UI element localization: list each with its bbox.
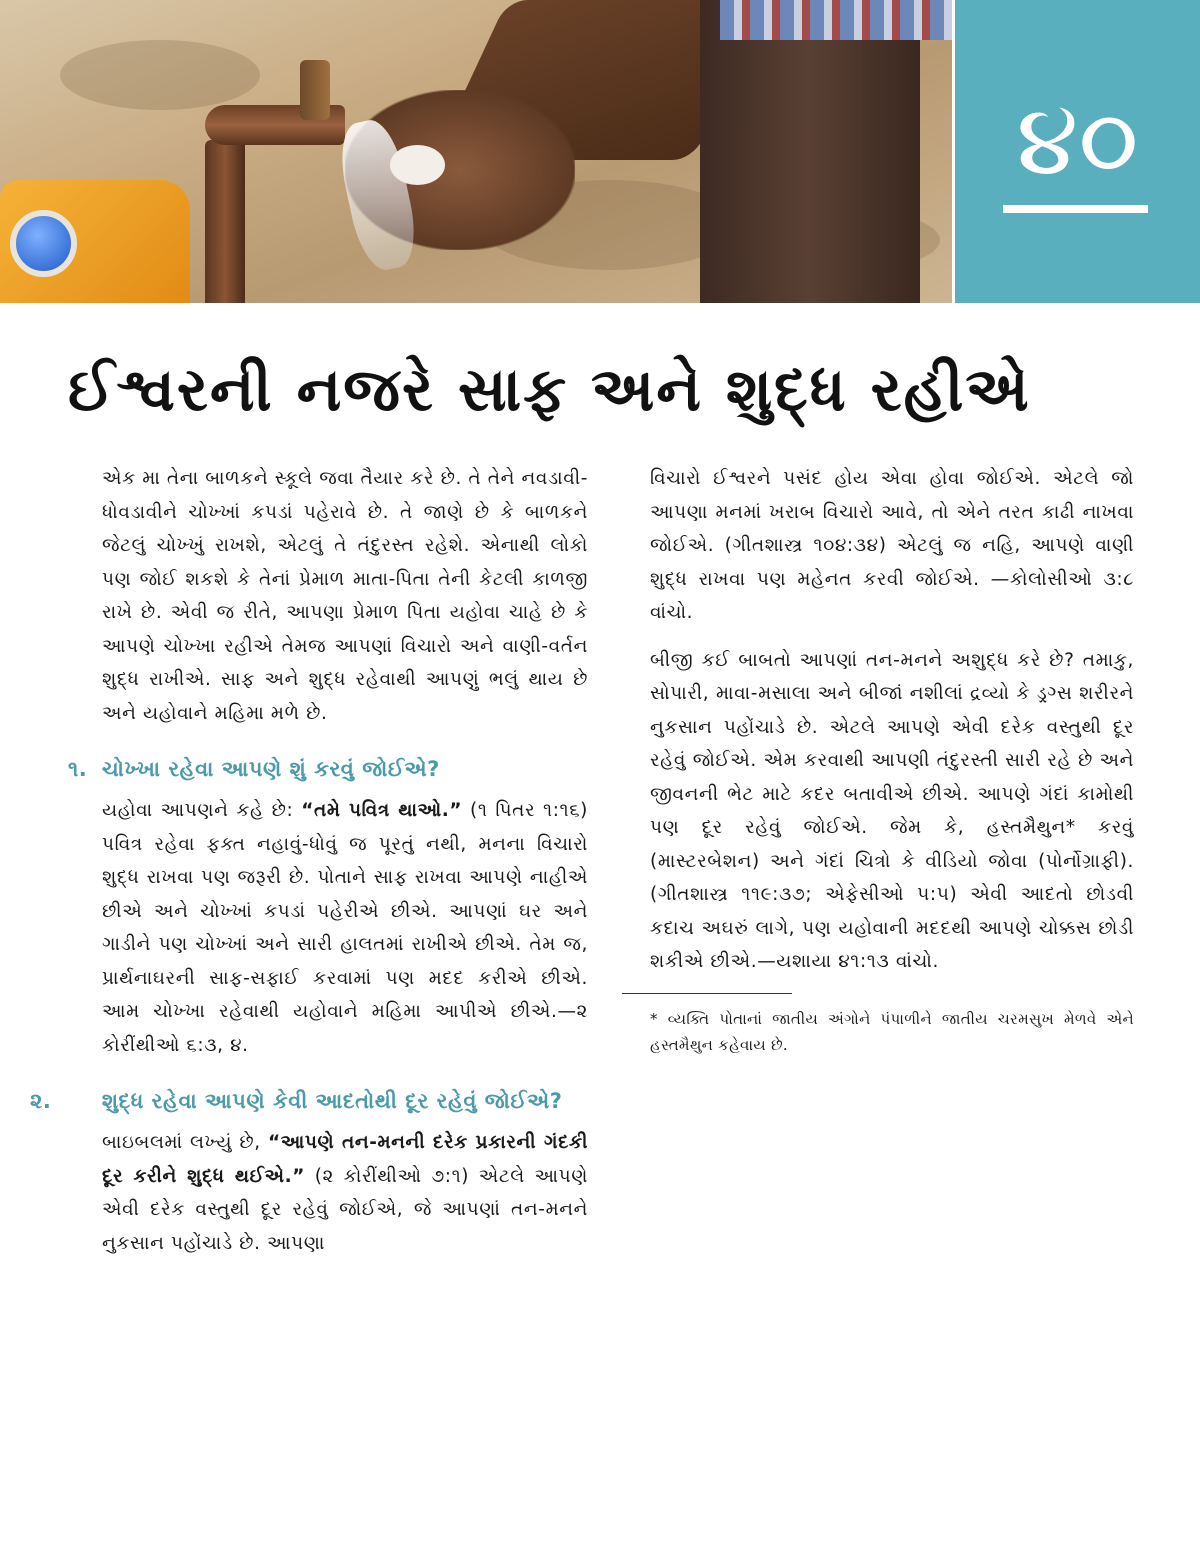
- q2-rest: (૨ કોરીંથીઓ ૭:૧) એટલે આપણે એવી દરેક વસ્તુથી દૂર રહેવું જોઈએ, જે આપણાં તન-મનને નુકસાન પહોંચાડે છે. આપણા: [102, 1165, 588, 1254]
- q1-rest: (૧ પિતર ૧:૧૬) પવિત્ર રહેવા ફક્ત નહાવું-ધોવું જ પૂરતું નથી, મનના વિચારો શુદ્ધ રાખવા પણ જરૂરી છે. પોતાને સાફ રાખવા આપણે નાહીએ છીએ અને ચોખ્ખાં કપડાં પહેરીએ છીએ. આપણાં ઘર અને ગાડીને પણ ચોખ્ખાં અને સારી હાલતમાં રાખીએ છીએ. તેમ જ, પ્રાર્થનાઘરની સાફ-સફાઈ કરવામાં પણ મદદ કરીએ છીએ. આમ ચોખ્ખા રહેવાથી યહોવાને મહિમા આપીએ છીએ.—૨ કોરીંથીઓ ૬:૩, ૪.: [102, 800, 588, 1056]
- question-2-paragraph-continued: વિચારો ઈશ્વરને પસંદ હોય એવા હોવા જોઈએ. એટલે જો આપણા મનમાં ખરાબ વિચારો આવે, તો એને તરત કાઢી નાખવા જોઈએ. (ગીતશાસ્ત્ર ૧૦૪:૩૪) એટલું જ નહિ, આપણે વાણી શુદ્ધ રાખવા પણ મહેનત કરવી જોઈએ. —કોલોસીઓ ૩:૮ વાંચો.: [650, 468, 1134, 623]
- question-1-heading: [68, 752, 588, 786]
- question-1-paragraph: [102, 794, 588, 1062]
- question-2-heading: [30, 1084, 588, 1118]
- footnote-marker: *: [1065, 817, 1076, 838]
- footnote: * વ્યક્તિ પોતાનાં જાતીય અંગોને પંપાળીને જાતીય ચરમસુખ મેળવે એને હસ્તમૈથુન કહેવાય છે.: [650, 1009, 1134, 1054]
- q2-lead: બાઇબલમાં લખ્યું છે,: [102, 1132, 268, 1153]
- water-pipe: [205, 140, 245, 303]
- jerrycan-cap: [10, 210, 77, 277]
- footnote-divider: [622, 993, 792, 994]
- left-column: [30, 462, 588, 1274]
- tap-handle: [300, 60, 330, 120]
- lesson-number: ૪૦: [1016, 81, 1139, 198]
- q2-p2-a: બીજી કઈ બાબતો આપણાં તન-મનને અશુદ્ધ કરે છે? તમાકુ, સોપારી, માવા-મસાલા અને બીજાં નશીલાં દ્રવ્યો કે ડ્રગ્સ શરીરને નુકસાન પહોંચાડે છે. એટલે આપણે એવી દરેક વસ્તુથી દૂર રહેવું જોઈએ. એમ કરવાથી આપણી તંદુરસ્તી સારી રહે છે અને જીવનની ભેટ માટે કદર બતાવીએ છીએ. આપણે ગંદાં કામોથી પણ દૂર રહેવું જોઈએ. જેમ કે, હસ્તમૈથુન: [650, 649, 1134, 838]
- page-title: ઈશ્વરની નજરે સાફ અને શુદ્ધ રહીએ: [68, 355, 1031, 425]
- soap: [390, 145, 445, 185]
- question-1-text: ચોખ્ખા રહેવા આપણે શું કરવું જોઈએ?: [101, 757, 440, 781]
- q1-lead: યહોવા આપણને કહે છે:: [102, 800, 302, 821]
- q2-quote: “આપણે તન-મનની દરેક પ્રકારની ગંદકી દૂર કરીને શુદ્ધ થઈએ.”: [102, 1132, 588, 1187]
- hero-photo: [0, 0, 952, 303]
- question-2-paragraph-2: [650, 644, 1134, 979]
- shirt: [720, 0, 952, 40]
- intro-paragraph: એક મા તેના બાળકને સ્કૂલે જવા તૈયાર કરે છે. તે તેને નવડાવી-ધોવડાવીને ચોખ્ખાં કપડાં પહેરાવે છે. તે જાણે છે કે બાળકને જેટલું ચોખ્ખું રાખશે, એટલું તે તંદુરસ્ત રહેશે. એનાથી લોકો પણ જોઈ શકશે કે તેનાં પ્રેમાળ માતા-પિતા તેની કેટલી કાળજી રાખે છે. એવી જ રીતે, આપણા પ્રેમાળ પિતા યહોવા ચાહે છે કે આપણે ચોખ્ખા રહીએ તેમજ આપણાં વિચારો અને વાણી-વર્તન શુદ્ધ રાખીએ. સાફ અને શુદ્ધ રહેવાથી આપણું ભલું થાય છે અને યહોવાને મહિમા મળે છે.: [102, 468, 588, 724]
- q2-p2-b: કરવું (માસ્ટરબેશન) અને ગંદાં ચિત્રો કે વીડિયો જોવા (પોર્નોગ્રાફી). (ગીતશાસ્ત્ર ૧૧૯:૩૭; એફેસીઓ ૫:૫) એવી આદતો છોડવી કદાચ અઘરું લાગે, પણ યહોવાની મદદથી આપણે ચોક્કસ છોડી શકીએ છીએ.—યશાયા ૪૧:૧૩ વાંચો.: [650, 817, 1134, 972]
- lesson-number-box: [955, 0, 1200, 303]
- q1-quote: “તમે પવિત્ર થાઓ.”: [301, 800, 463, 821]
- right-column: [622, 462, 1134, 1072]
- lesson-number-underline: [1003, 205, 1148, 213]
- question-2-paragraph: [102, 1126, 588, 1260]
- question-1-number: ૧.: [68, 757, 88, 781]
- pants: [700, 0, 920, 303]
- question-2-text: શુદ્ધ રહેવા આપણે કેવી આદતોથી દૂર રહેવું જોઈએ?: [101, 1089, 563, 1113]
- question-2-number: ૨.: [30, 1089, 52, 1113]
